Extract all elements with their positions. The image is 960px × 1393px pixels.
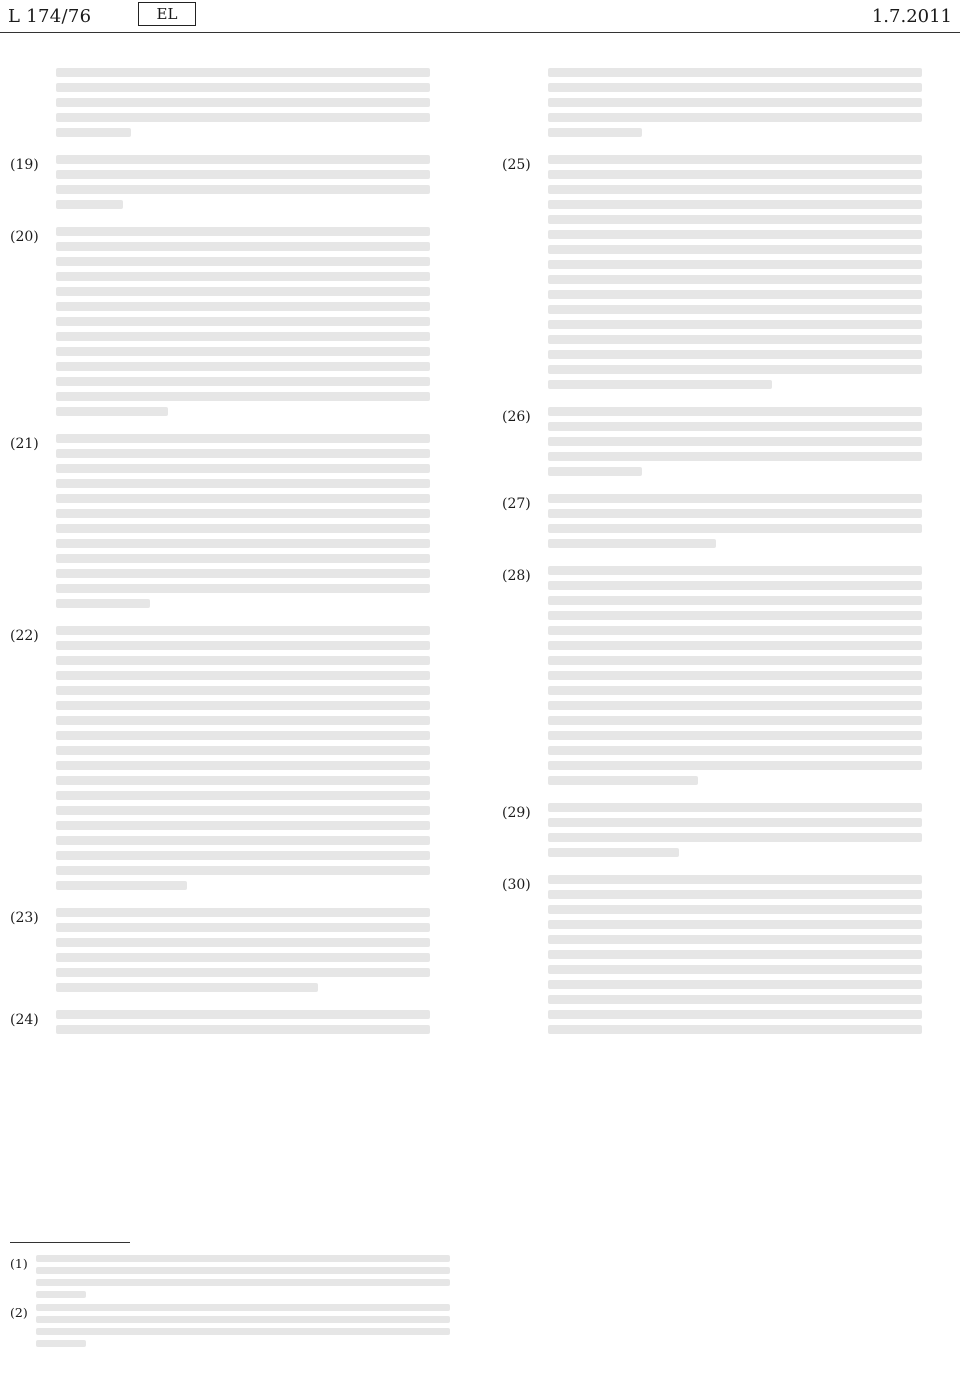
left-column: [10, 62, 430, 1052]
recital-continuation: [502, 68, 922, 137]
recital-23: [10, 908, 430, 992]
recital-number: (23): [10, 910, 39, 926]
recital-25: [502, 155, 922, 389]
recital-number: (21): [10, 436, 39, 452]
recital-28: [502, 566, 922, 785]
recital-continuation: [10, 68, 430, 137]
recital-number: (27): [502, 496, 531, 512]
recital-number: (24): [10, 1012, 39, 1028]
recital-21: [10, 434, 430, 608]
recital-number: (28): [502, 568, 531, 584]
recital-number: (22): [10, 628, 39, 644]
recital-number: (20): [10, 229, 39, 245]
header-rule: [0, 32, 960, 33]
recital-number: (25): [502, 157, 531, 173]
footnotes: [10, 1250, 450, 1353]
footnote-rule: [10, 1242, 130, 1243]
recital-number: (30): [502, 877, 531, 893]
issue-date: 1.7.2011: [871, 6, 952, 27]
recital-number: (29): [502, 805, 531, 821]
recital-29: [502, 803, 922, 857]
footnote-2: [10, 1304, 450, 1347]
recital-24: [10, 1010, 430, 1034]
language-badge: EL: [138, 2, 196, 26]
recital-30: [502, 875, 922, 1034]
recital-number: (26): [502, 409, 531, 425]
recital-number: (19): [10, 157, 39, 173]
recital-19: [10, 155, 430, 209]
footnote-1: [10, 1255, 450, 1298]
footnote-mark: (1): [10, 1256, 28, 1271]
recital-20: [10, 227, 430, 416]
right-column: [502, 62, 922, 1052]
footnote-mark: (2): [10, 1305, 28, 1320]
page-header: [0, 0, 960, 34]
page-reference: L 174/76: [8, 6, 92, 27]
recital-27: [502, 494, 922, 548]
recital-26: [502, 407, 922, 476]
recital-22: [10, 626, 430, 890]
